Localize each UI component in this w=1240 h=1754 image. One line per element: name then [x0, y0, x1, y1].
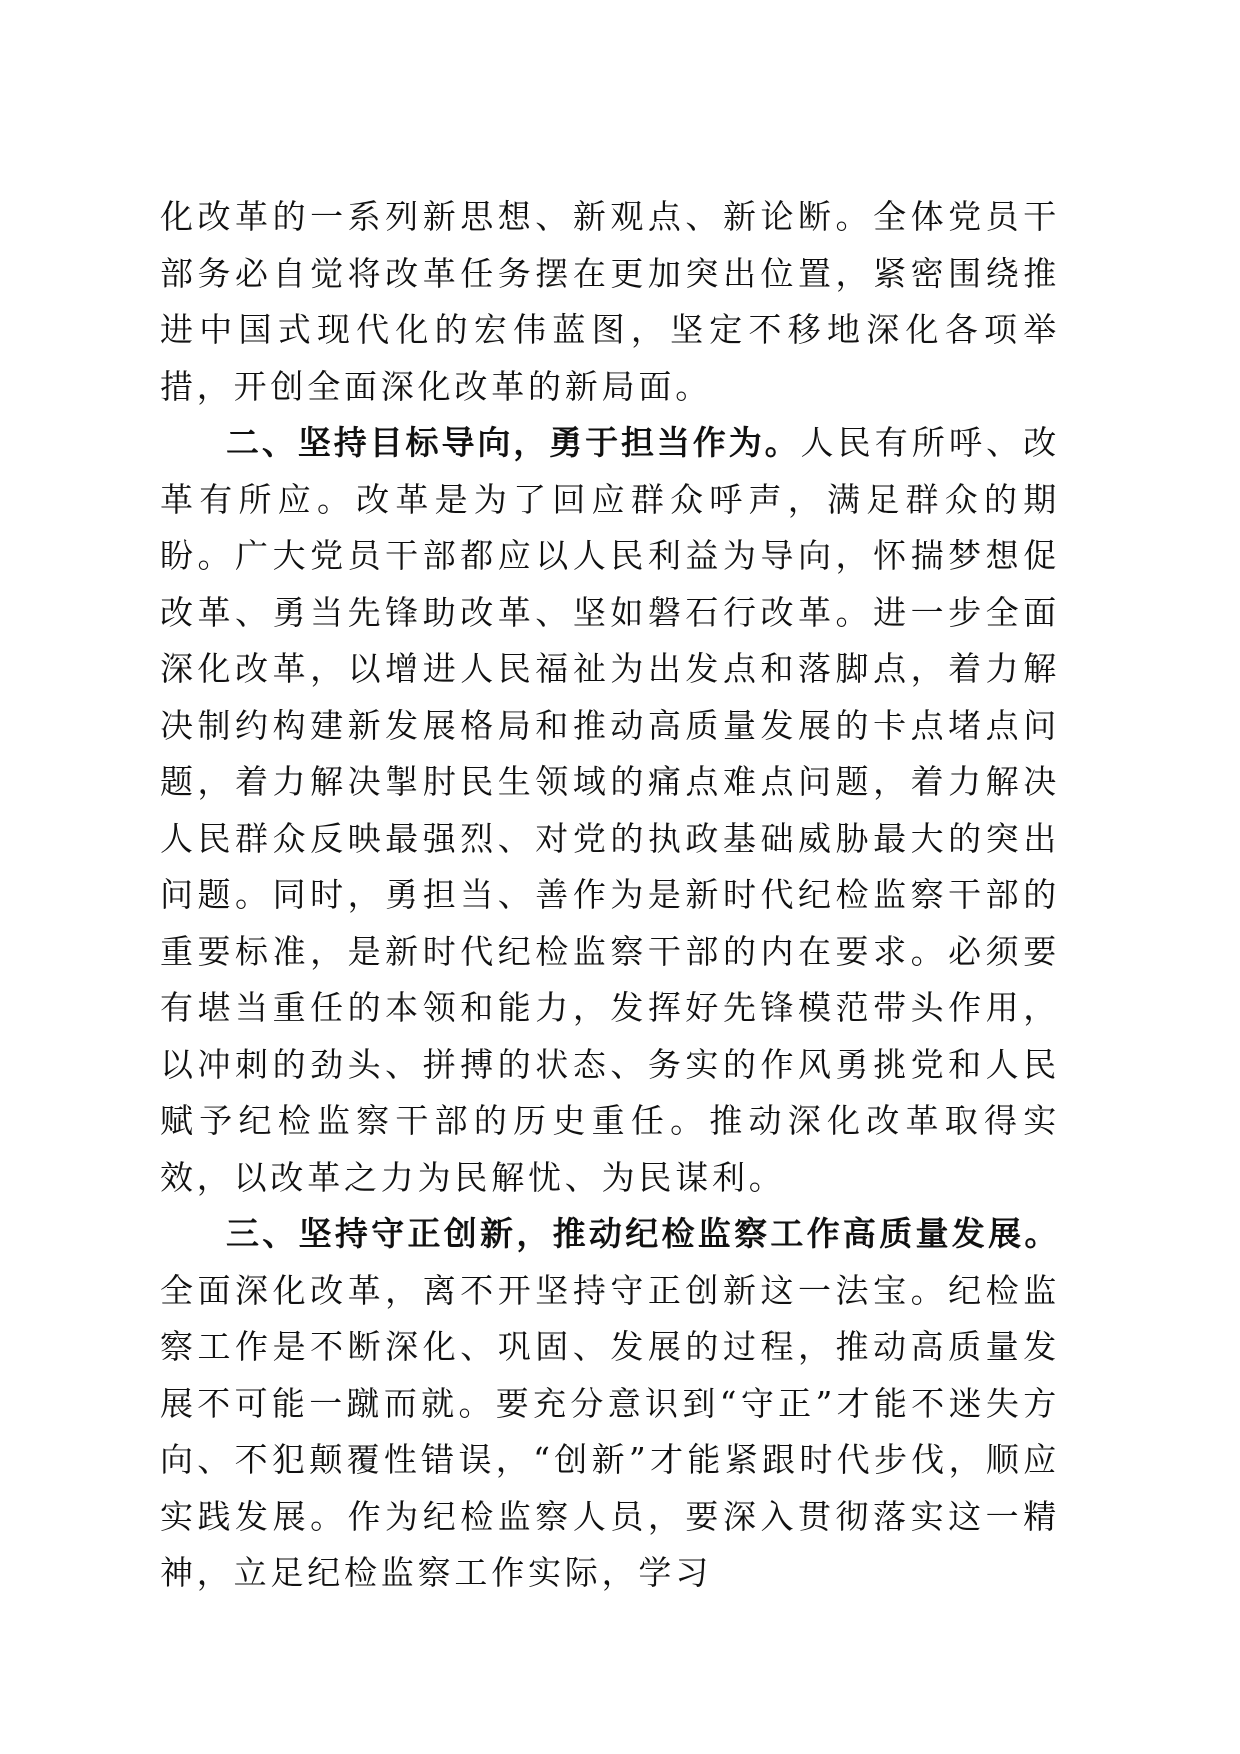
section-heading-two: 二、坚持目标导向，勇于担当作为。	[226, 423, 801, 462]
paragraph-text: 全面深化改革，离不开坚持守正创新这一法宝。纪检监察工作是不断深化、巩固、发展的过程，推动高质量发展不可能一蹴而就。要充分意识到“守正”才能不迷失方向、不犯颠覆性错误，“创新”才能紧跟时代步伐，顺应实践发展。作为纪检监察人员，要深入贯彻落实这一精神，立足纪检监察工作实际，学习	[160, 1270, 1060, 1592]
paragraph-text: 化改革的一系列新思想、新观点、新论断。全体党员干部务必自觉将改革任务摆在更加突出位置，紧密围绕推进中国式现代化的宏伟蓝图，坚定不移地深化各项举措，开创全面深化改革的新局面。	[160, 197, 1060, 406]
paragraph-section-two	[160, 415, 1060, 1206]
paragraph-continuation	[160, 189, 1060, 415]
paragraph-text: 人民有所呼、改革有所应。改革是为了回应群众呼声，满足群众的期盼。广大党员干部都应以人民利益为导向，怀揣梦想促改革、勇当先锋助改革、坚如磐石行改革。进一步全面深化改革，以增进人民福祉为出发点和落脚点，着力解决制约构建新发展格局和推动高质量发展的卡点堵点问题，着力解决掣肘民生领域的痛点难点问题，着力解决人民群众反映最强烈、对党的执政基础威胁最大的突出问题。同时，勇担当、善作为是新时代纪检监察干部的重要标准，是新时代纪检监察干部的内在要求。必须要有堪当重任的本领和能力，发挥好先锋模范带头作用，以冲刺的劲头、拼搏的状态、务实的作风勇挑党和人民赋予纪检监察干部的历史重任。推动深化改革取得实效，以改革之力为民解忧、为民谋利。	[160, 423, 1060, 1197]
document-body	[160, 189, 1060, 1602]
paragraph-section-three	[160, 1206, 1060, 1602]
section-heading-three: 三、坚持守正创新，推动纪检监察工作高质量发展。	[226, 1214, 1060, 1253]
